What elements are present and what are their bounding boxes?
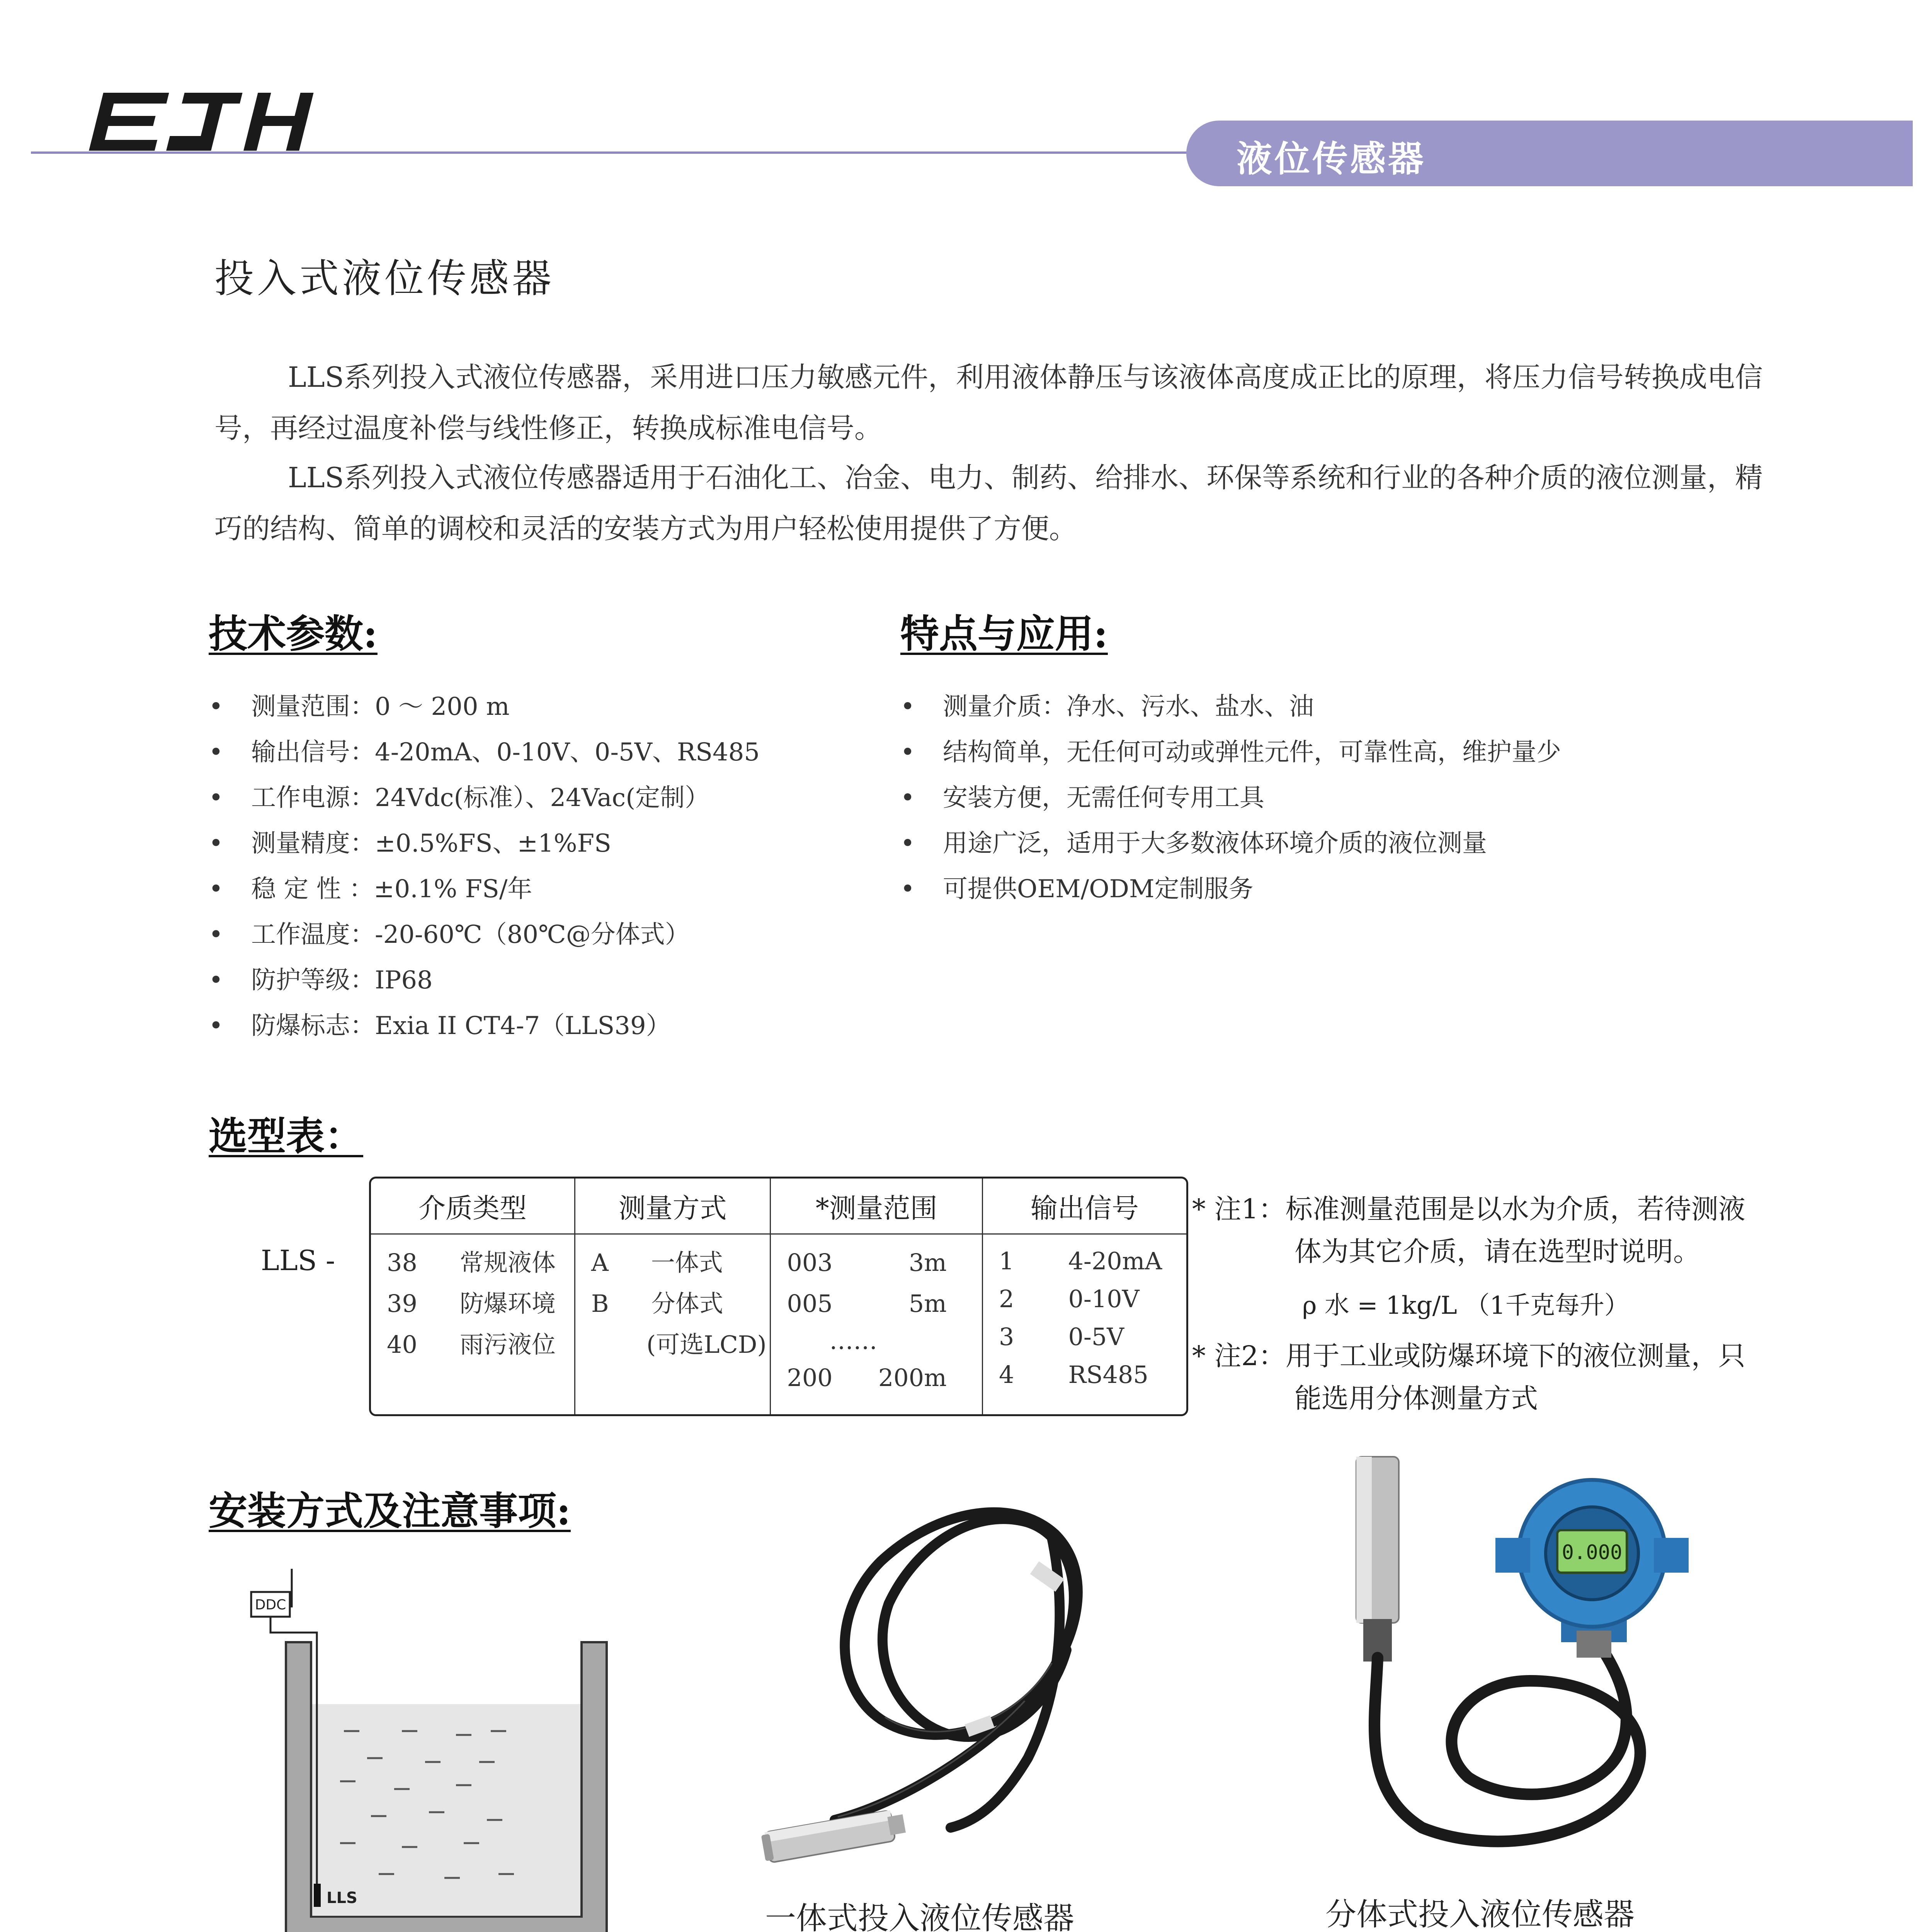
range-code: 005 xyxy=(787,1289,833,1318)
output-value: 0-10V xyxy=(1068,1285,1140,1313)
specs-heading: 技术参数: xyxy=(209,611,378,656)
medium-code: 38 xyxy=(387,1248,417,1277)
method-cell xyxy=(575,1234,771,1415)
integral-sensor-image xyxy=(734,1488,1159,1874)
column-header: 介质类型 xyxy=(371,1179,575,1234)
transmitter-head xyxy=(1495,1480,1689,1658)
note-1-line-1: * 注1：标准测量范围是以水为介质，若待测液 xyxy=(1192,1193,1745,1225)
column-header: 测量方式 xyxy=(575,1179,771,1234)
spec-item: • 防爆标志：Exia II CT4-7（LLS39） xyxy=(209,1003,760,1049)
feature-item: • 用途广泛，适用于大多数液体环境介质的液位测量 xyxy=(900,821,1561,866)
method-option: (可选LCD) xyxy=(646,1330,767,1359)
medium-label: 常规液体 xyxy=(459,1248,556,1277)
medium-code: 39 xyxy=(387,1289,417,1318)
header-rule xyxy=(31,151,1221,154)
method-label: 分体式 xyxy=(651,1289,723,1318)
lcd-reading: 0.000 xyxy=(1561,1541,1623,1564)
output-cell xyxy=(982,1234,1186,1415)
tank-installation-diagram xyxy=(240,1549,634,1932)
range-value: 200m xyxy=(878,1364,947,1392)
company-logo xyxy=(85,89,332,155)
output-code: 2 xyxy=(998,1285,1014,1313)
category-label: 液位传感器 xyxy=(1237,138,1426,180)
selection-heading: 选型表： xyxy=(209,1113,363,1159)
features-heading: 特点与应用: xyxy=(900,611,1108,656)
density-note: ρ 水 = 1kg/L （1千克每升） xyxy=(1302,1291,1629,1320)
note-2-line-1: * 注2：用于工业或防爆环境下的液位测量，只 xyxy=(1192,1340,1745,1372)
spec-item: • 输出信号：4-20mA、0-10V、0-5V、RS485 xyxy=(209,730,760,775)
integral-sensor-caption: 一体式投入液位传感器 xyxy=(765,1900,1074,1932)
method-code: A xyxy=(591,1248,609,1277)
table-body-row xyxy=(371,1234,1186,1415)
specs-list xyxy=(209,684,760,1049)
spec-item: • 测量范围：0 ～ 200 m xyxy=(209,684,760,730)
method-label: 一体式 xyxy=(651,1248,723,1277)
spec-item: • 稳 定 性 ：±0.1% FS/年 xyxy=(209,866,760,912)
probe xyxy=(314,1884,321,1907)
probe-label: LLS xyxy=(327,1889,357,1907)
range-cell xyxy=(771,1234,983,1415)
spec-item: • 测量精度：±0.5%FS、±1%FS xyxy=(209,821,760,866)
feature-item: • 测量介质：净水、污水、盐水、油 xyxy=(900,684,1561,730)
spec-item: • 防护等级：IP68 xyxy=(209,957,760,1003)
range-code: 003 xyxy=(787,1248,833,1277)
range-code: 200 xyxy=(787,1364,833,1392)
feature-item: • 结构简单，无任何可动或弹性元件，可靠性高，维护量少 xyxy=(900,730,1561,775)
method-code: B xyxy=(591,1289,609,1318)
selection-table xyxy=(369,1177,1188,1416)
output-code: 3 xyxy=(998,1323,1014,1351)
output-value: 4-20mA xyxy=(1068,1247,1162,1275)
column-header: 输出信号 xyxy=(982,1179,1186,1234)
column-header: *测量范围 xyxy=(771,1179,983,1234)
feature-item: • 安装方便，无需任何专用工具 xyxy=(900,775,1561,821)
install-heading: 安装方式及注意事项: xyxy=(209,1488,571,1534)
table-header-row xyxy=(371,1179,1186,1234)
split-cable xyxy=(1374,1634,1640,1842)
split-probe xyxy=(1356,1457,1399,1662)
medium-label: 防爆环境 xyxy=(459,1289,556,1318)
feature-item: • 可提供OEM/ODM定制服务 xyxy=(900,866,1561,912)
note-1-line-2: 体为其它介质，请在选型时说明。 xyxy=(1294,1236,1700,1267)
range-value: 5m xyxy=(908,1289,947,1318)
range-value: 3m xyxy=(908,1248,947,1277)
medium-label: 雨污液位 xyxy=(459,1330,556,1359)
split-sensor-image xyxy=(1314,1449,1778,1874)
features-list xyxy=(900,684,1561,912)
page-title: 投入式液位传感器 xyxy=(214,256,555,302)
water-body xyxy=(312,1704,580,1916)
split-sensor-caption: 分体式投入液位传感器 xyxy=(1325,1896,1635,1932)
note-2-line-2: 能选用分体测量方式 xyxy=(1294,1383,1538,1414)
intro-paragraph-2: LLS系列投入式液位传感器适用于石油化工、冶金、电力、制药、给排水、环保等系统和行业的各种介质的液位测量，精巧的结构、简单的调校和灵活的安装方式为用户轻松使用提供了方便。 xyxy=(214,461,1763,545)
medium-code: 40 xyxy=(387,1330,417,1359)
output-value: RS485 xyxy=(1068,1361,1148,1389)
ddc-label: DDC xyxy=(255,1597,286,1613)
medium-cell xyxy=(371,1234,575,1415)
intro-paragraph-1: LLS系列投入式液位传感器，采用进口压力敏感元件，利用液体静压与该液体高度成正比的原理，将压力信号转换成电信号，再经过温度补偿与线性修正，转换成标准电信号。 xyxy=(214,361,1763,444)
output-value: 0-5V xyxy=(1068,1323,1124,1351)
output-code: 1 xyxy=(998,1247,1014,1275)
model-prefix: LLS - xyxy=(261,1244,335,1277)
range-ellipsis: …… xyxy=(829,1327,878,1355)
output-code: 4 xyxy=(998,1361,1014,1389)
spec-item: • 工作电源：24Vdc(标准）、24Vac(定制） xyxy=(209,775,760,821)
spec-item: • 工作温度：-20-60℃（80℃@分体式） xyxy=(209,912,760,957)
